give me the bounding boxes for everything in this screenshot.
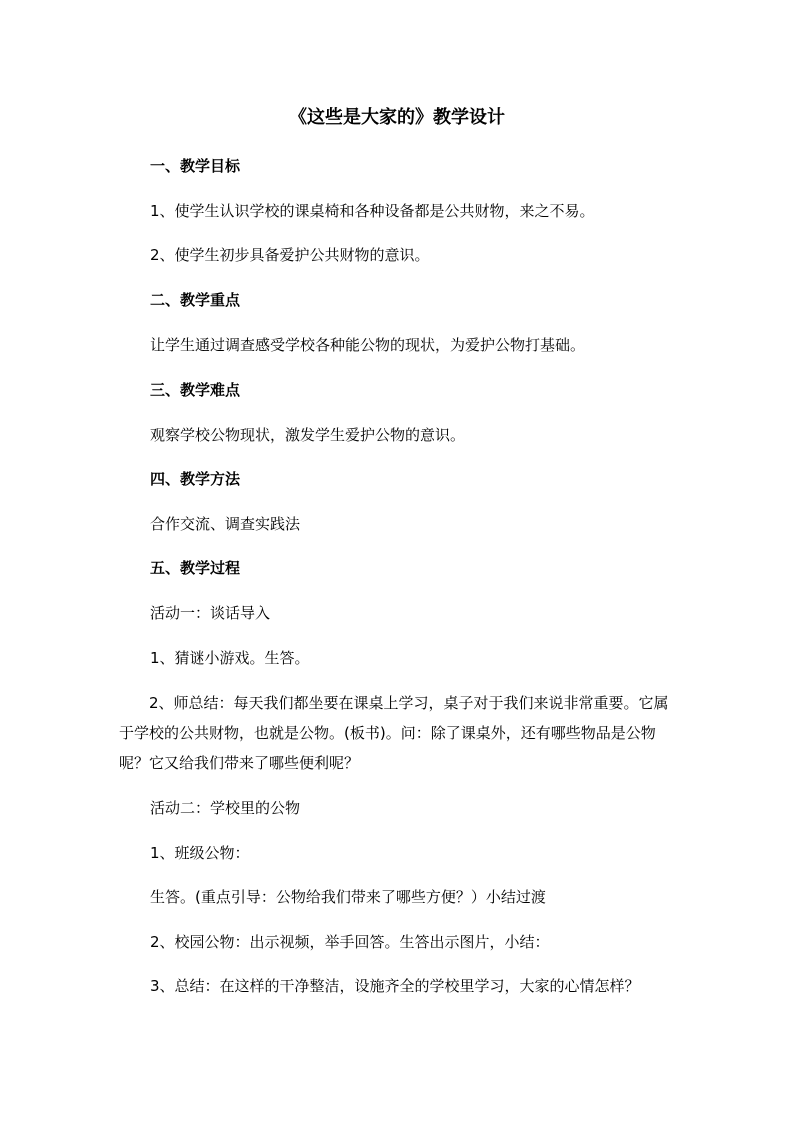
key-points-text: 让学生通过调查感受学校各种能公物的现状，为爱护公物打基础。 bbox=[150, 336, 586, 354]
activity1-item-2: 2、师总结：每天我们都坐要在课桌上学习，桌子对于我们来说非常重要。它属于学校的公共财物，也就是公物。(板书)。问：除了课桌外，还有哪些物品是公物呢？它又给我们带来了哪些便利呢？ bbox=[119, 694, 669, 772]
heading-teaching-goals: 一、教学目标 bbox=[150, 157, 241, 175]
methods-text: 合作交流、调查实践法 bbox=[150, 515, 301, 533]
heading-key-points: 二、教学重点 bbox=[150, 291, 241, 309]
activity1-item-1: 1、猜谜小游戏。生答。 bbox=[150, 649, 310, 667]
heading-methods: 四、教学方法 bbox=[150, 470, 241, 488]
goal-item-1: 1、使学生认识学校的课桌椅和各种设备都是公共财物，来之不易。 bbox=[150, 202, 595, 220]
activity2-item-3: 2、校园公物：出示视频，举手回答。生答出示图片，小结： bbox=[150, 933, 550, 951]
activity1-title: 活动一：谈话导入 bbox=[150, 604, 271, 622]
document-title: 《这些是大家的》教学设计 bbox=[289, 107, 505, 128]
heading-process: 五、教学过程 bbox=[150, 559, 241, 577]
activity2-item-2: 生答。(重点引导：公物给我们带来了哪些方便？）小结过渡 bbox=[150, 888, 546, 906]
goal-item-2: 2、使学生初步具备爱护公共财物的意识。 bbox=[150, 246, 430, 264]
activity2-title: 活动二：学校里的公物 bbox=[150, 799, 301, 817]
activity2-item-4: 3、总结：在这样的干净整洁，设施齐全的学校里学习，大家的心情怎样？ bbox=[150, 977, 640, 995]
difficulties-text: 观察学校公物现状，激发学生爱护公物的意识。 bbox=[150, 426, 466, 444]
activity2-item-1: 1、班级公物： bbox=[150, 844, 250, 862]
heading-difficulties: 三、教学难点 bbox=[150, 381, 241, 399]
